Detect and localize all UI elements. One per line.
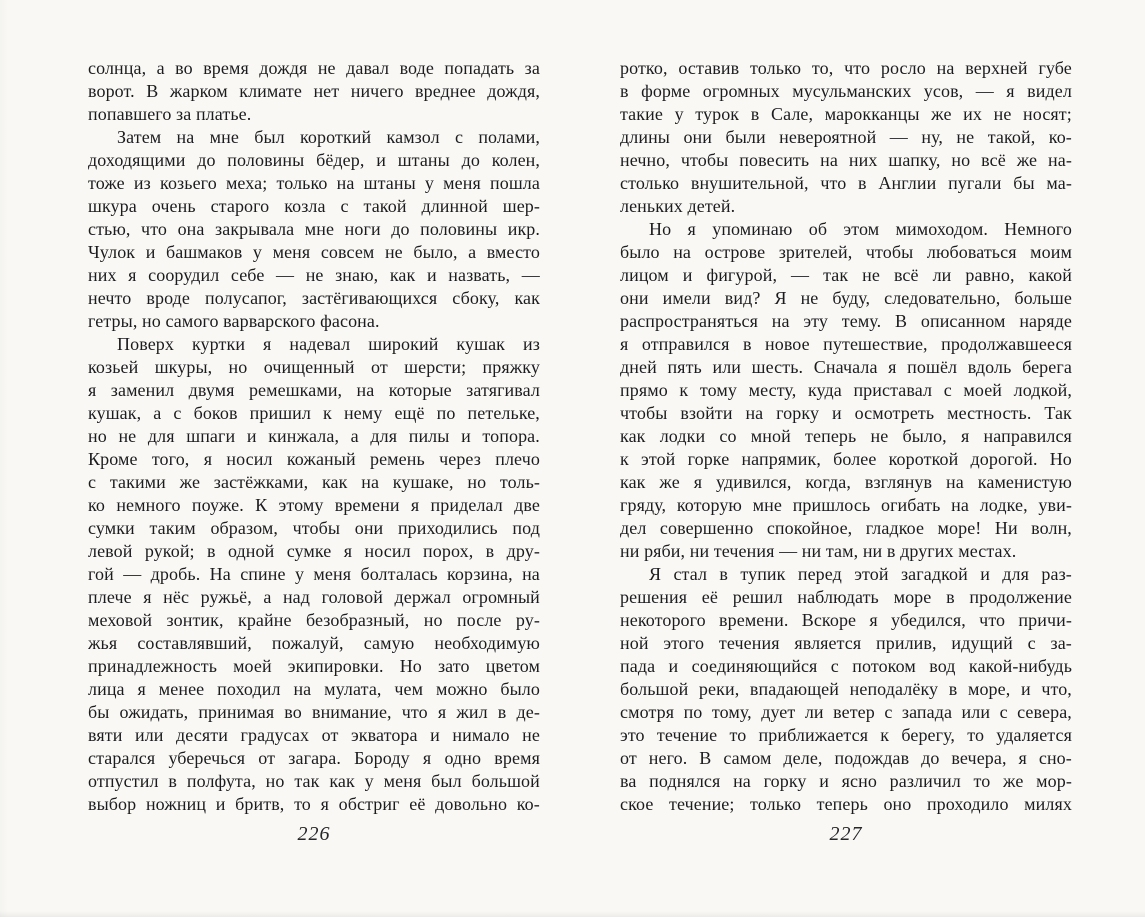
text-line: шкура очень старого козла с такой длинной шер-: [88, 196, 540, 216]
text-line: солнца, а во время дождя не давал воде попадать за: [88, 58, 540, 78]
text-line: было на острове зрителей, чтобы любоваться моим: [620, 242, 1072, 262]
text-line: ва поднялся на горку и ясно различил то же мор-: [620, 771, 1072, 791]
text-line: гой — дробь. На спине у меня болталась корзина, на: [88, 564, 540, 584]
text-line: них я соорудил себе — не знаю, как и назвать, —: [88, 265, 540, 285]
text-line: жья составлявший, пожалуй, самую необходимую: [88, 633, 540, 653]
text-line: ское течение; только теперь оно проходило милях: [620, 794, 1072, 814]
text-line: тоже из козьего меха; только на штаны у меня пошла: [88, 173, 540, 193]
text-line: чтобы взойти на горку и осмотреть местность. Так: [620, 403, 1072, 423]
text-line: кушак, а с боков пришил к нему ещё по петельке,: [88, 403, 540, 423]
text-line: к этой горке напрямик, более короткой дорогой. Но: [620, 449, 1072, 469]
text-line: как лодки со мной теперь не было, я направился: [620, 426, 1072, 446]
text-line: некоторого времени. Вскоре я убедился, что причи-: [620, 610, 1072, 630]
text-line: от него. В самом деле, подождав до вечера, я сно-: [620, 748, 1072, 768]
text-line: меховой зонтик, крайне безобразный, но после ру-: [88, 610, 540, 630]
text-line: распространяться на эту тему. В описанном наряде: [620, 311, 1072, 331]
text-line: ворот. В жарком климате нет ничего вреднее дождя,: [88, 81, 540, 101]
text-line: Затем на мне был короткий камзол с полами,: [117, 127, 540, 147]
text-line: лицом и фигурой, — так не всё ли равно, какой: [620, 265, 1072, 285]
text-line: нечно, чтобы повесить на них шапку, но всё же на-: [620, 150, 1072, 170]
text-line: но не для шпаги и кинжала, а для пилы и топора.: [88, 426, 540, 446]
text-line: как же я удивился, когда, взглянув на каменистую: [620, 472, 1072, 492]
text-line: Но я упоминаю об этом мимоходом. Немного: [649, 219, 1072, 239]
text-line: попавшего за платье.: [88, 104, 252, 124]
text-line: пада и соединяющийся с потоком вод какой-нибудь: [620, 656, 1072, 676]
text-line: нечто вроде полусапог, застёгивающихся сбоку, как: [88, 288, 540, 308]
text-line: козьей шкуры, но очищенный от шерсти; пряжку: [88, 357, 540, 377]
text-line: столько внушительной, что в Англии пугали бы ма-: [620, 173, 1072, 193]
text-line: я отправился в новое путешествие, продолжавшееся: [620, 334, 1072, 354]
text-line: с такими же застёжками, как на кушаке, но толь-: [88, 472, 540, 492]
text-line: принадлежность моей экипировки. Но зато цветом: [88, 656, 540, 676]
page-number-left: 226: [297, 823, 331, 845]
text-line: лица я менее походил на мулата, чем можно было: [88, 679, 540, 699]
text-line: отпустил в полфута, но так как у меня был большой: [88, 771, 540, 791]
text-line: выбор ножниц и бритв, то я обстриг её довольно ко-: [88, 794, 540, 814]
text-line: бы ожидать, принимая во внимание, что я жил в де-: [88, 702, 540, 722]
text-line: гряду, которую мне пришлось огибать на лодке, уви-: [620, 495, 1072, 515]
text-line: я заменил двумя ремешками, на которые затягивал: [88, 380, 540, 400]
text-line: Чулок и башмаков у меня совсем не было, а вместо: [88, 242, 540, 262]
text-line: доходящими до половины бёдер, и штаны до колен,: [88, 150, 540, 170]
text-line: старался уберечься от загара. Бороду я одно время: [88, 748, 540, 768]
text-line: они имели вид? Я не буду, следовательно, больше: [620, 288, 1072, 308]
text-line: леньких детей.: [620, 196, 736, 216]
text-line: сумки таким образом, чтобы они приходились под: [88, 518, 540, 538]
text-line: ротко, оставив только то, что росло на верхней губе: [620, 58, 1072, 78]
text-line: Кроме того, я носил кожаный ремень через плечо: [88, 449, 540, 469]
text-line: гетры, но самого варварского фасона.: [88, 311, 380, 331]
text-line: в форме огромных мусульманских усов, — я видел: [620, 81, 1072, 101]
text-line: это течение то приближается к берегу, то удаляется: [620, 725, 1072, 745]
text-line: Я стал в тупик перед этой загадкой и для раз-: [649, 564, 1072, 584]
text-line: ной этого течения является прилив, идущий с за-: [620, 633, 1072, 653]
text-line: решения её решил наблюдать море в продолжение: [620, 587, 1072, 607]
text-line: такие у турок в Сале, марокканцы же их не носят;: [620, 104, 1072, 124]
right-page: [620, 57, 1072, 847]
left-page-text: [88, 57, 540, 816]
text-line: плече я нёс ружьё, а над головой держал огромный: [88, 587, 540, 607]
text-line: вяти или десяти градусах от экватора и нимало не: [88, 725, 540, 745]
text-line: левой рукой; в одной сумке я носил порох, в дру-: [88, 541, 540, 561]
text-line: длины они были невероятной — ну, не такой, ко-: [620, 127, 1072, 147]
left-page: [88, 57, 540, 847]
text-line: стью, что она закрывала мне ноги до половины икр.: [88, 219, 540, 239]
text-line: прямо к тому месту, куда приставал с моей лодкой,: [620, 380, 1072, 400]
text-line: смотря по тому, дует ли ветер с запада или с севера,: [620, 702, 1072, 722]
text-line: дней пять или шесть. Сначала я пошёл вдоль берега: [620, 357, 1072, 377]
text-line: ни ряби, ни течения — ни там, ни в других местах.: [620, 541, 1017, 561]
text-line: Поверх куртки я надевал широкий кушак из: [117, 334, 540, 354]
text-line: ко немного поуже. К этому времени я приделал две: [88, 495, 540, 515]
page-number-right: 227: [829, 823, 863, 845]
text-line: дел совершенно спокойное, гладкое море! Ни волн,: [620, 518, 1072, 538]
right-page-text: [620, 57, 1072, 816]
text-line: большой реки, впадающей неподалёку в море, и что,: [620, 679, 1072, 699]
